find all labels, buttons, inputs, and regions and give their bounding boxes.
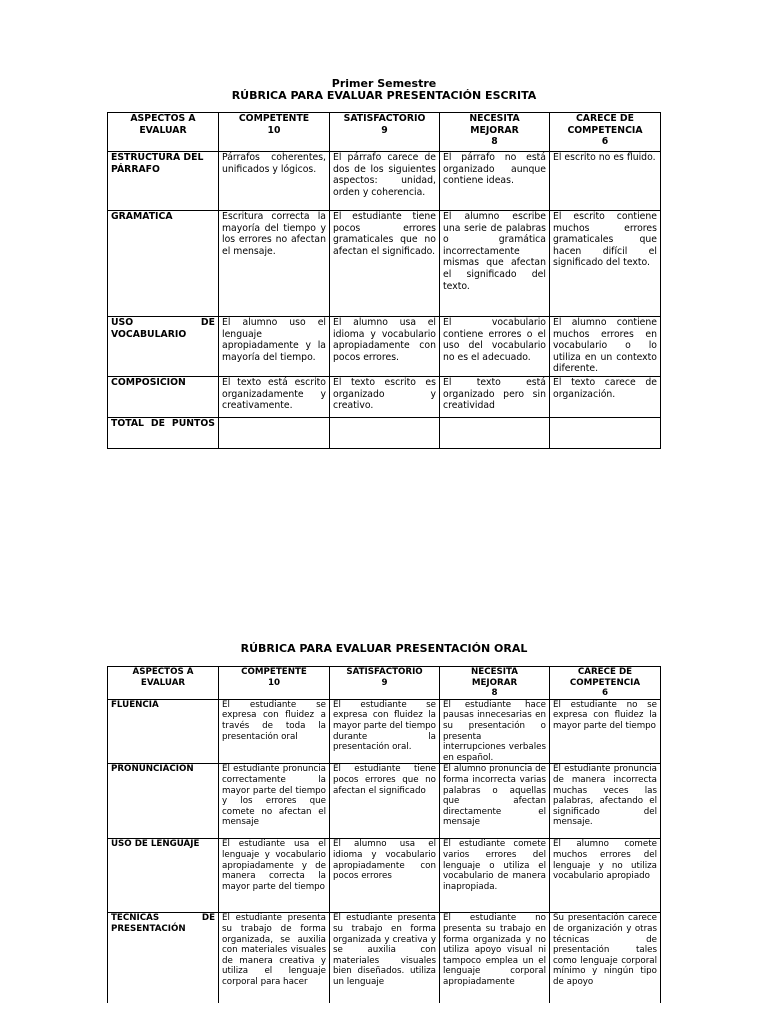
criteria-cell: Párrafos coherentes, unificados y lógicos. xyxy=(219,152,330,211)
table-row xyxy=(108,913,661,1003)
criteria-cell: El alumno contiene muchos errores en vocabulario o lo utiliza en un contexto diferente. xyxy=(550,317,661,377)
criteria-cell: El estudiante presenta su trabajo en forma organizada y creativa y se auxilia con materiales visuales bien diseñados. utiliza un lenguaje xyxy=(330,913,440,1003)
criteria-cell: El escrito no es fluido. xyxy=(550,152,661,211)
aspect-cell: GRAMATICA xyxy=(108,211,219,317)
header-competente: COMPETENTE 10 xyxy=(219,667,330,700)
criteria-cell: Su presentación carece de organización y otras técnicas de presentación tales como lenguaje corporal mínimo y ningún tipo de apoyo xyxy=(550,913,661,1003)
criteria-cell: El texto está organizado pero sin creatividad xyxy=(440,377,550,418)
criteria-cell: Escritura correcta la mayoría del tiempo y los errores no afectan el mensaje. xyxy=(219,211,330,317)
criteria-cell: El alumno pronuncia de forma incorrecta varias palabras o aquellas que afectan directamente el mensaje xyxy=(440,764,550,839)
criteria-cell: El texto escrito es organizado y creativo. xyxy=(330,377,440,418)
aspect-cell: PRONUNCIACIÓN xyxy=(108,764,219,839)
criteria-cell: El estudiante usa el lenguaje y vocabulario apropiadamente y de manera correcta la mayor parte del tiempo xyxy=(219,839,330,913)
header-carece-competencia: CARECE DE COMPETENCIA 6 xyxy=(550,667,661,700)
criteria-cell: El estudiante no presenta su trabajo en forma organizada y no utiliza apoyo visual ni tampoco emplea un el lenguaje corporal apropiadamente xyxy=(440,913,550,1003)
header-satisfactorio: SATISFACTORIO 9 xyxy=(330,667,440,700)
aspect-cell: TOTAL DE PUNTOS xyxy=(108,418,219,449)
aspect-cell: USO DE VOCABULARIO xyxy=(108,317,219,377)
written-rubric-title: RÚBRICA PARA EVALUAR PRESENTACIÓN ESCRITA xyxy=(231,89,537,102)
oral-rubric-title: RÚBRICA PARA EVALUAR PRESENTACIÓN ORAL xyxy=(240,642,528,655)
header-necesita-mejorar: NECESITA MEJORAR 8 xyxy=(440,667,550,700)
criteria-cell: El estudiante se expresa con fluidez la mayor parte del tiempo durante la presentación oral. xyxy=(330,699,440,764)
criteria-cell: El estudiante no se expresa con fluidez la mayor parte del tiempo xyxy=(550,699,661,764)
criteria-cell: El estudiante comete varios errores del lenguaje o utiliza el vocabulario de manera inapropiada. xyxy=(440,839,550,913)
aspect-cell: FLUENCIA xyxy=(108,699,219,764)
criteria-cell: El alumno usa el idioma y vocabulario apropiadamente con pocos errores. xyxy=(330,317,440,377)
criteria-cell: El párrafo no está organizado aunque contiene ideas. xyxy=(440,152,550,211)
criteria-cell: El alumno escribe una serie de palabras o gramática incorrectamente mismas que afectan el significado del texto. xyxy=(440,211,550,317)
table-header-row xyxy=(108,667,661,700)
semester-label: Primer Semestre xyxy=(331,77,437,90)
criteria-cell: El vocabulario contiene errores o el uso del vocabulario no es el adecuado. xyxy=(440,317,550,377)
header-competente: COMPETENTE 10 xyxy=(219,113,330,152)
criteria-cell: El texto está escrito organizadamente y creativamente. xyxy=(219,377,330,418)
aspect-cell: TÉCNICAS DE PRESENTACIÓN xyxy=(108,913,219,1003)
table-row xyxy=(108,839,661,913)
header-aspect: ASPECTOS A EVALUAR xyxy=(108,667,219,700)
table-row xyxy=(108,764,661,839)
criteria-cell: El alumno usa el idioma y vocabulario apropiadamente con pocos errores xyxy=(330,839,440,913)
criteria-cell: El estudiante hace pausas innecesarias en su presentación o presenta interrupciones verbales en español. xyxy=(440,699,550,764)
criteria-cell: El alumno uso el lenguaje apropiadamente y la mayoría del tiempo. xyxy=(219,317,330,377)
table-row xyxy=(108,699,661,764)
criteria-cell: El párrafo carece de dos de los siguientes aspectos: unidad, orden y coherencia. xyxy=(330,152,440,211)
aspect-cell: USO DE LENGUAJE xyxy=(108,839,219,913)
header-aspect: ASPECTOS A EVALUAR xyxy=(108,113,219,152)
criteria-cell: El estudiante pronuncia correctamente la mayor parte del tiempo y los errores que comete no afectan el mensaje xyxy=(219,764,330,839)
criteria-cell: El estudiante se expresa con fluidez a través de toda la presentación oral xyxy=(219,699,330,764)
criteria-cell: El escrito contiene muchos errores gramaticales que hacen difícil el significado del texto. xyxy=(550,211,661,317)
criteria-cell: El alumno comete muchos errores del lenguaje y no utiliza vocabulario apropiado xyxy=(550,839,661,913)
aspect-cell: ESTRUCTURA DEL PÁRRAFO xyxy=(108,152,219,211)
aspect-cell: COMPOSICIÓN xyxy=(108,377,219,418)
criteria-cell: El estudiante pronuncia de manera incorrecta muchas veces las palabras, afectando el significado del mensaje. xyxy=(550,764,661,839)
criteria-cell: El estudiante presenta su trabajo de forma organizada, se auxilia con materiales visuales de manera creativa y utiliza el lenguaje corporal para hacer xyxy=(219,913,330,1003)
header-necesita-mejorar: NECESITA MEJORAR 8 xyxy=(440,113,550,152)
criteria-cell: El estudiante tiene pocos errores que no afectan el significado xyxy=(330,764,440,839)
criteria-cell: El estudiante tiene pocos errores gramaticales que no afectan el significado. xyxy=(330,211,440,317)
oral-rubric-table xyxy=(107,666,661,1003)
header-carece-competencia: CARECE DE COMPETENCIA 6 xyxy=(550,113,661,152)
criteria-cell: El texto carece de organización. xyxy=(550,377,661,418)
header-satisfactorio: SATISFACTORIO 9 xyxy=(330,113,440,152)
